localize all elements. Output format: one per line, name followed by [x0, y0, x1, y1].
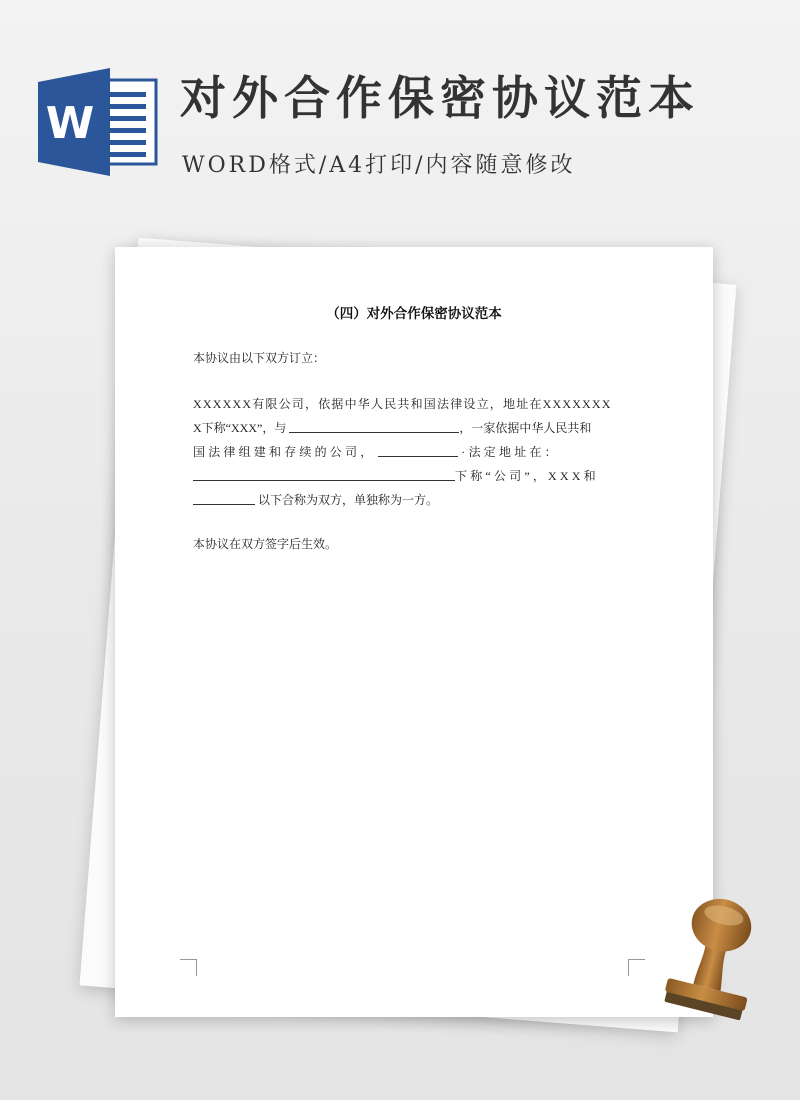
word-logo-icon: [38, 68, 158, 176]
intro-line: 本协议由以下双方订立：: [193, 351, 326, 365]
margin-corner-mark-right: [628, 959, 645, 976]
document-page: [115, 247, 713, 1017]
closing-line: 本协议在双方签字后生效。: [193, 537, 338, 551]
svg-text:W: W: [45, 98, 95, 149]
party-line-4: [193, 468, 633, 484]
document-title: （四）对外合作保密协议范本: [326, 306, 502, 322]
margin-corner-mark-left: [180, 959, 197, 976]
blank-company-name: [378, 444, 458, 457]
party-line-2: [193, 420, 633, 436]
party-line-5: [193, 492, 633, 508]
party-line-4-text: 下称“公司”，XXX和: [455, 469, 599, 483]
blank-address: [193, 468, 455, 481]
party-line-2-end: ，一家依据中华人民共和: [459, 421, 592, 435]
page-title: 对外合作保密协议范本: [180, 71, 700, 125]
party-line-3-start: 国法律组建和存续的公司，: [193, 445, 376, 459]
rubber-stamp-icon: [655, 880, 770, 1030]
party-line-5-text: 以下合称为双方，单独称为一方。: [258, 493, 439, 507]
party-line-1: XXXXXX有限公司，依据中华人民共和国法律设立，地址在XXXXXXX: [193, 397, 612, 411]
party-line-3: [193, 444, 633, 460]
page-subtitle: WORD格式/A4打印/内容随意修改: [182, 153, 576, 178]
party-line-2-start: X下称“XXX”，与: [193, 421, 287, 435]
party-line-3-end: ·法定地址在：: [461, 445, 560, 459]
blank-other-party: [193, 492, 255, 505]
blank-party-name: [289, 420, 459, 433]
